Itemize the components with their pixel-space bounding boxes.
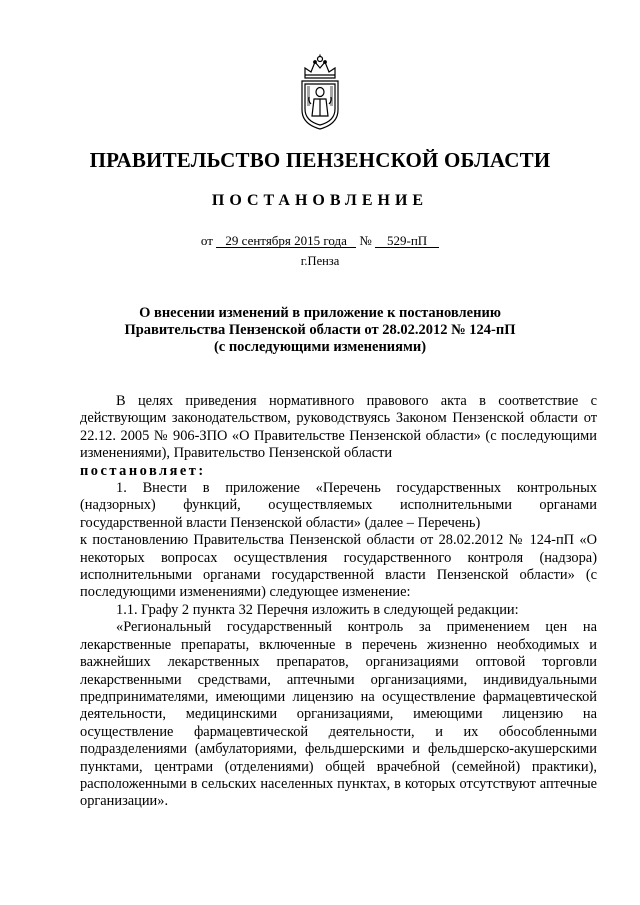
- paragraph-quote: «Региональный государственный контроль за применением цен на лекарственные препараты, включенные в перечень жизненно необходимых и важнейших лекарственных препаратов, организациями оптовой торговли лекарственными средствами, аптечными организациями, индивидуальными предпринимателями, имеющими лицензию на осуществление фармацевтической деятельности, медицинскими организациями, имеющими лицензию на осуществление фармацевтической деятельности, и их обособленными подразделениями (амбулаториями, фельдшерскими и фельдшерско-акушерскими пунктами, центрами (отделениями) общей врачебной (семейной) практики), расположенными в сельских населенных пунктах, в которых отсутствуют аптечные организации».: [80, 619, 597, 810]
- title-line-3: (с последующими изменениями): [213, 339, 427, 355]
- title-line-1: О внесении изменений в приложение к постановлению: [139, 305, 501, 321]
- preamble-text: В целях приведения нормативного правового акта в соответствие с действующим законодательством, руководствуясь Законом Пензенской области от 22.12. 2005 № 906-ЗПО «О Правительстве Пензенской области» (с последующими изменениями), Правительство Пензенской области: [80, 393, 597, 462]
- number-prefix: №: [359, 233, 372, 248]
- penza-coat-of-arms-icon: [297, 54, 343, 130]
- document-title: [80, 305, 560, 356]
- document-date: 29 сентября 2015 года: [216, 234, 356, 248]
- date-prefix: от: [200, 233, 213, 248]
- document-date-line: [0, 233, 640, 249]
- paragraph-1-1: 1.1. Графу 2 пункта 32 Перечня изложить в следующей редакции:: [116, 601, 519, 618]
- paragraph-1-continuation: к постановлению Правительства Пензенской области от 28.02.2012 № 124-пП «О некоторых вопросах осуществления государственного контроля (надзора) исполнительными органами государственной власти Пензенской области» (с последующими изменениями) следующее изменение:: [80, 532, 597, 601]
- document-type: ПОСТАНОВЛЕНИЕ: [211, 192, 429, 209]
- organization-title: ПРАВИТЕЛЬСТВО ПЕНЗЕНСКОЙ ОБЛАСТИ: [89, 148, 551, 172]
- paragraph-1: 1. Внести в приложение «Перечень государственных контрольных (надзорных) функций, осуществляемых исполнительными органами государственной власти Пензенской области» (далее – Перечень): [80, 480, 597, 531]
- preamble-paragraph: [80, 393, 597, 480]
- title-line-2: Правительства Пензенской области от 28.02.2012 № 124-пП: [124, 322, 516, 338]
- city: г.Пенза: [300, 254, 340, 268]
- document-body: [80, 393, 597, 811]
- document-number: 529-пП: [375, 234, 439, 248]
- decree-word: постановляет:: [80, 462, 206, 479]
